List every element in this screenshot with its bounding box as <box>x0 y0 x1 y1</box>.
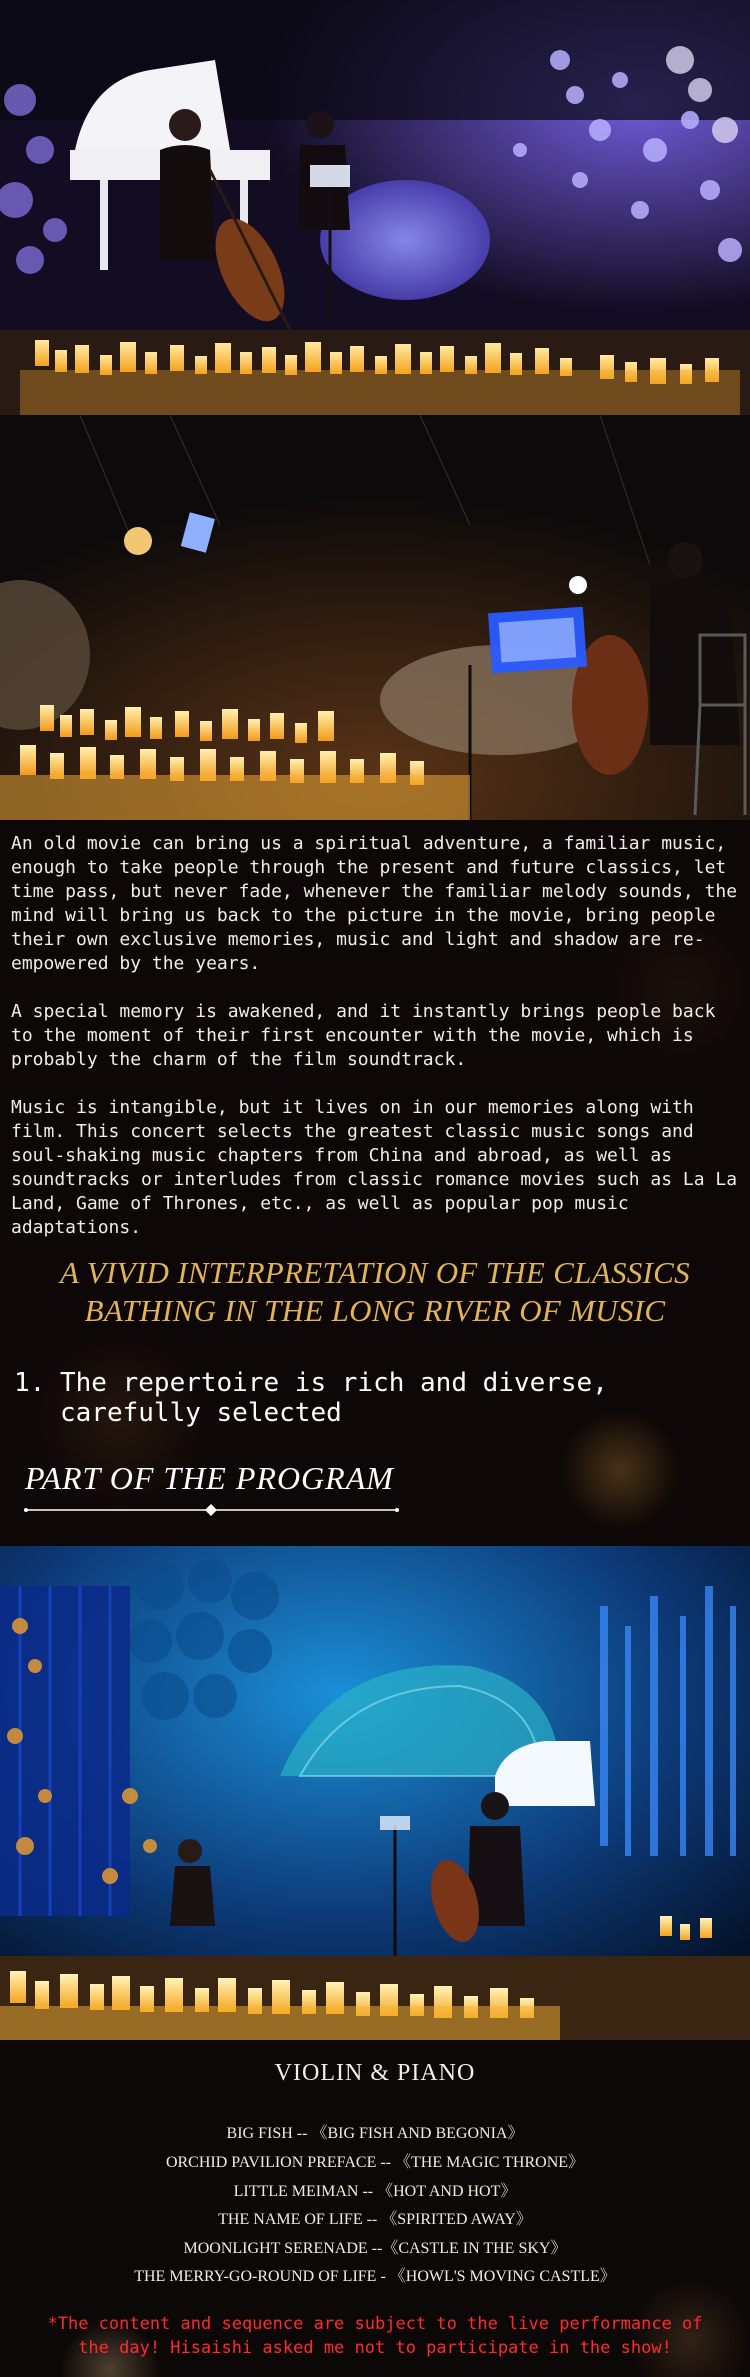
intro-paragraph-1: An old movie can bring us a spiritual adventure, a familiar music, enough to take people through the present and future classics, let time pass, but never fade, whenever the familiar melody sounds, the mind will bring us back to the picture in the movie, bring people their own exclusive memories, music and light and shadow are re-empowered by the years. <box>11 833 738 974</box>
song-item: MOONLIGHT SERENADE --《CASTLE IN THE SKY》 <box>183 2240 567 2257</box>
song-item: ORCHID PAVILION PREFACE -- 《THE MAGIC THRONE》 <box>165 2154 585 2171</box>
repertoire-line-1: The repertoire is rich and diverse, <box>60 1368 608 1398</box>
song-item: BIG FISH -- 《BIG FISH AND BEGONIA》 <box>226 2125 524 2142</box>
intro-section <box>0 820 750 1546</box>
headline-line-2: BATHING IN THE LONG RIVER OF MUSIC <box>84 1293 666 1328</box>
intro-paragraph-3: Music is intangible, but it lives on in our memories along with film. This concert selects the greatest classic music songs and soul-shaking music chapters from China and abroad, as well as soundtracks or interludes from classic romance movies such as La La Land, Game of Thrones, etc., as well as popular pop music adaptations. <box>11 1097 738 1238</box>
repertoire-line-2: carefully selected <box>60 1398 342 1428</box>
concert-photo-piano-cello <box>0 0 750 415</box>
program-category-title: VIOLIN & PIANO <box>274 2060 476 2086</box>
repertoire-heading <box>14 1368 608 1428</box>
concert-photo-candlelight-stage <box>0 415 750 820</box>
program-title: PART OF THE PROGRAM <box>25 1460 394 1496</box>
concert-photo-ocean-stage <box>0 1546 750 2040</box>
notice-line-2: the day! Hisaishi asked me not to participate in the show! <box>78 2338 672 2358</box>
song-item: THE MERRY-GO-ROUND OF LIFE - 《HOWL'S MOVING CASTLE》 <box>134 2268 616 2285</box>
intro-paragraph-2: A special memory is awakened, and it instantly brings people back to the moment of their first encounter with the movie, which is probably the charm of the film soundtrack. <box>11 1001 716 1070</box>
song-item: LITTLE MEIMAN -- 《HOT AND HOT》 <box>233 2183 517 2200</box>
song-item: THE NAME OF LIFE -- 《SPIRITED AWAY》 <box>218 2211 532 2228</box>
notice-line-1: *The content and sequence are subject to the live performance of <box>47 2314 703 2334</box>
divider-ornament <box>24 1503 399 1517</box>
repertoire-number: 1. <box>14 1368 46 1398</box>
headline-line-1: A VIVID INTERPRETATION OF THE CLASSICS <box>60 1255 690 1290</box>
program-list-section <box>0 2040 750 2377</box>
